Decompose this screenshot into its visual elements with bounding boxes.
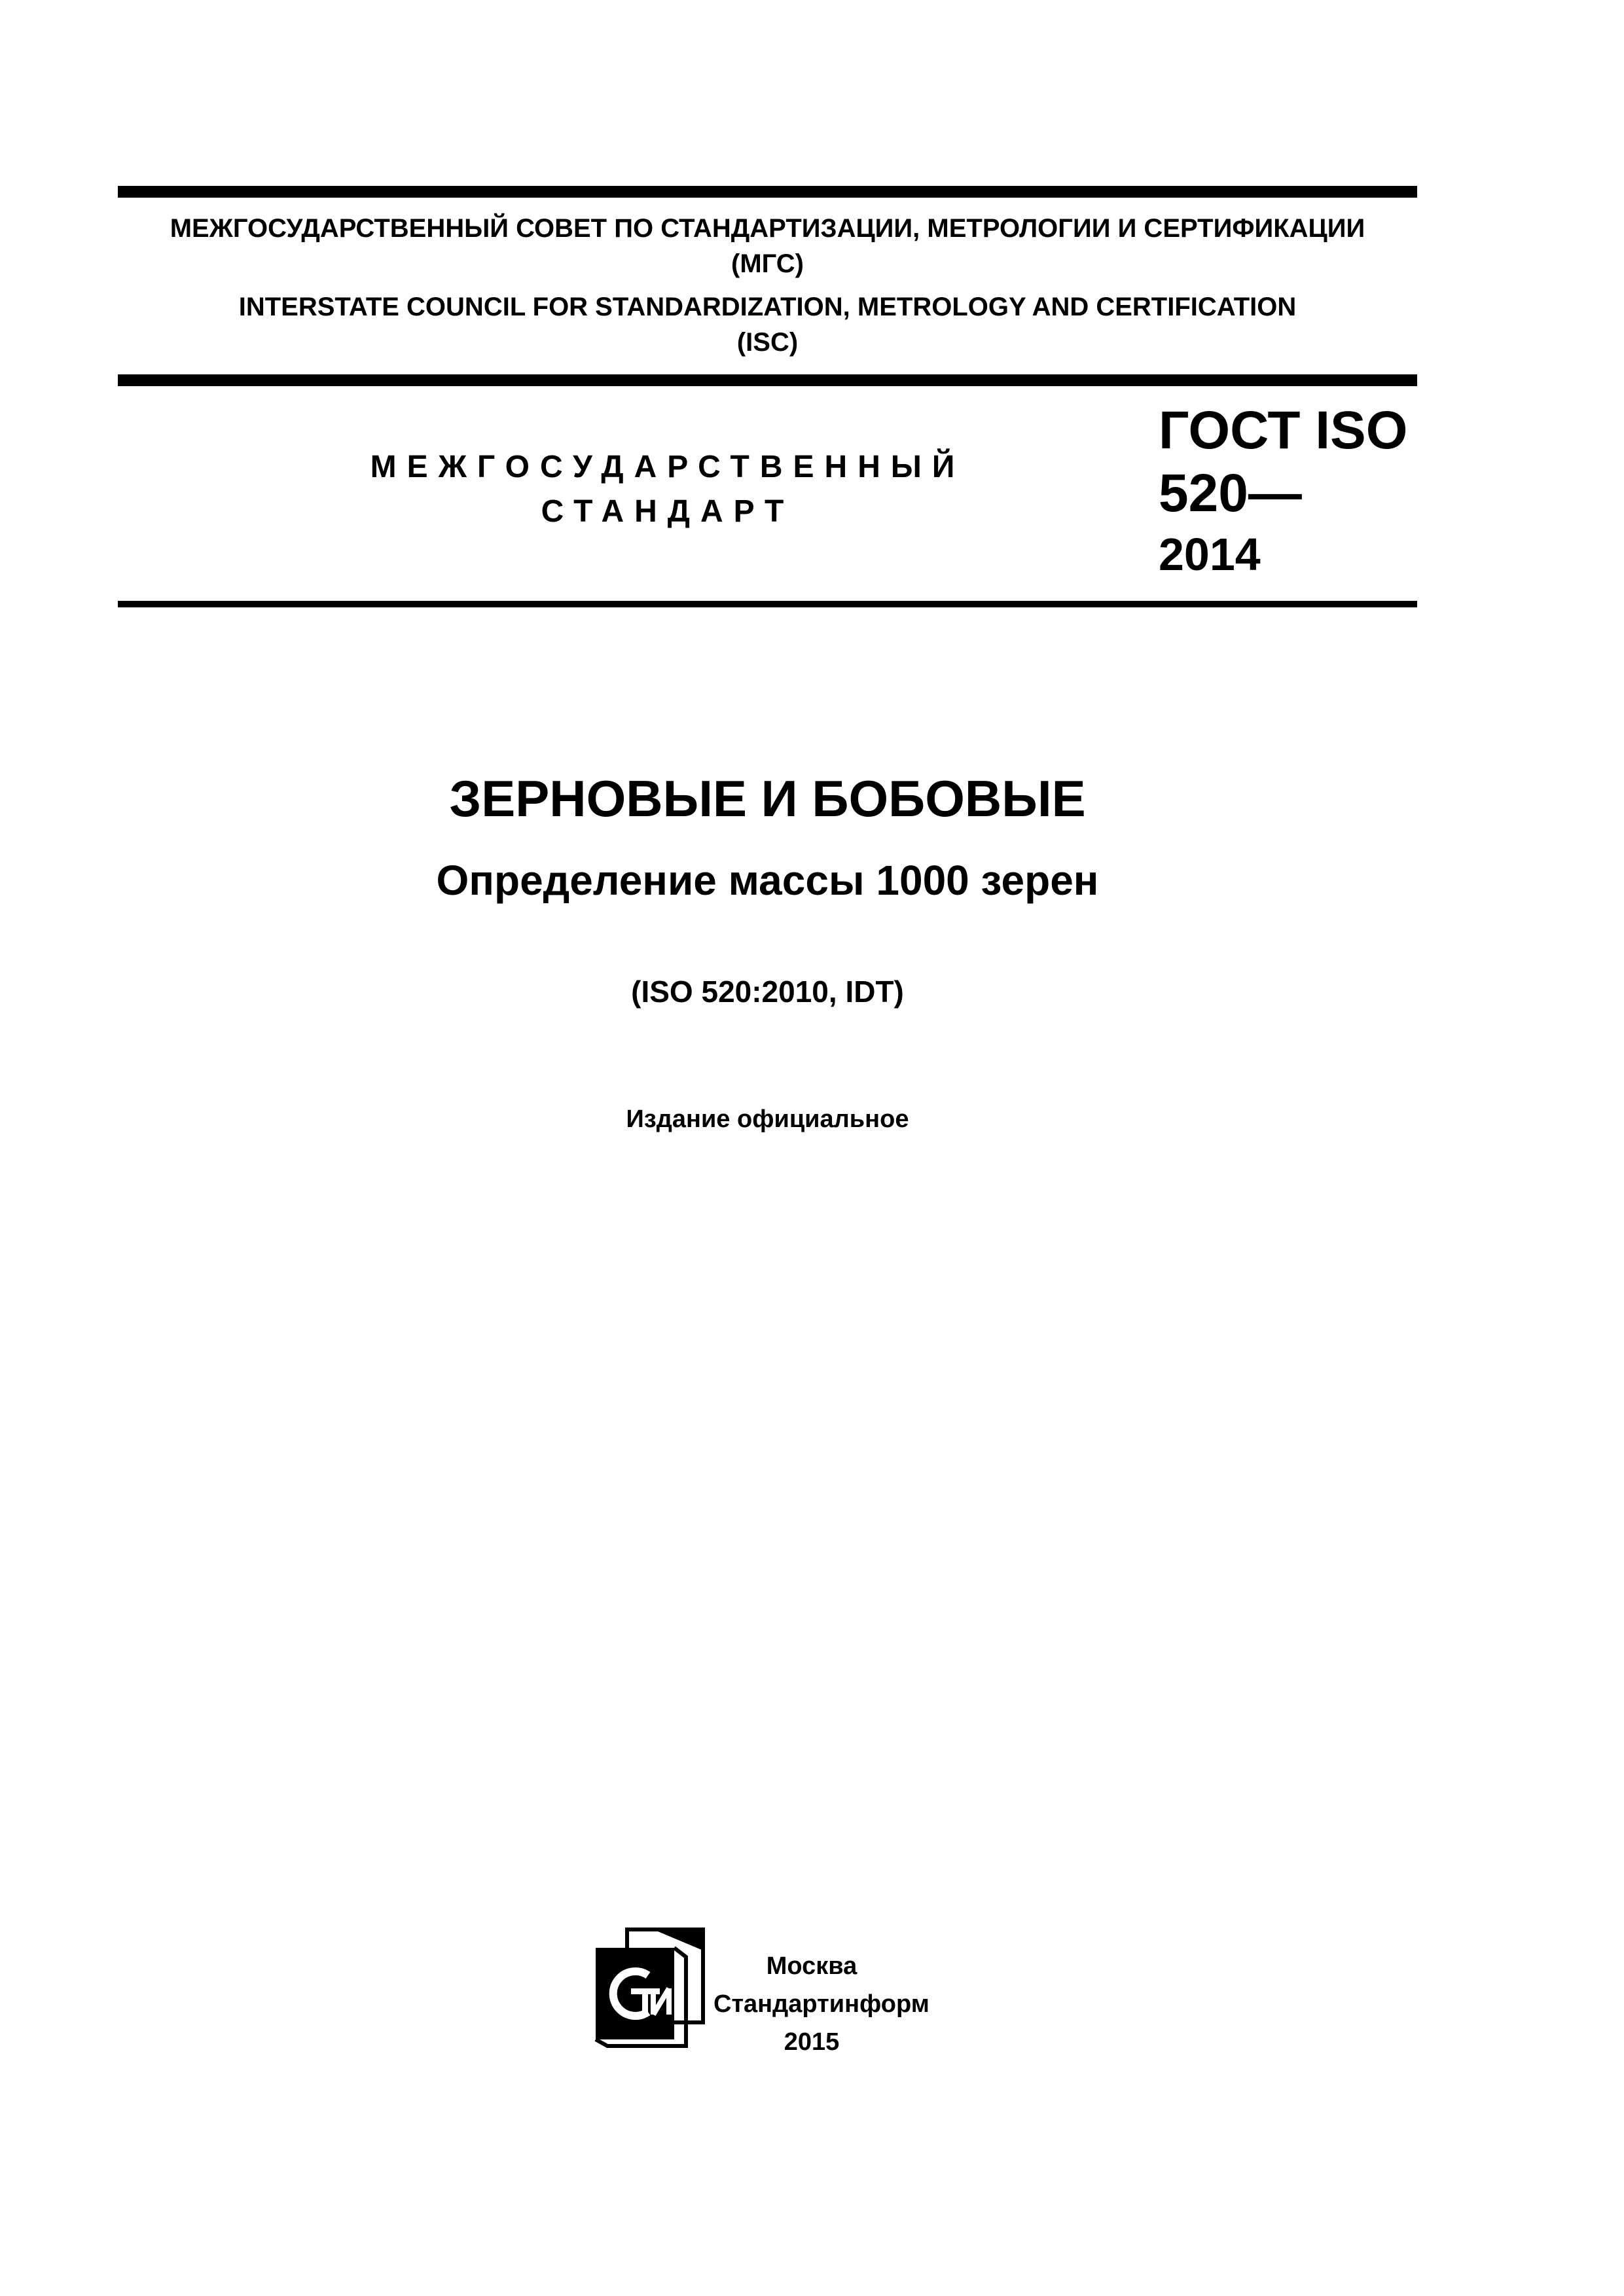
standartinform-logo-icon [588,1924,712,2049]
standard-designation [1159,399,1408,584]
document-title: ЗЕРНОВЫЕ И БОБОВЫЕ [449,770,1086,827]
document-subtitle: Определение массы 1000 зерен [436,857,1099,904]
standard-type-line2: СТАНДАРТ [541,494,795,529]
designation-line2: 520— [1159,463,1302,523]
council-en-block [118,289,1417,360]
imprint-year: 2015 [784,2028,840,2056]
imprint-city: Москва [766,1952,857,1980]
imprint-block [713,1947,929,2061]
imprint-publisher: Стандартинформ [713,1990,929,2018]
standard-type-label [353,445,982,534]
standard-type-line1: МЕЖГОСУДАРСТВЕННЫЙ [370,450,965,484]
middle-rule [118,374,1417,386]
iso-reference: (ISO 520:2010, IDT) [631,975,904,1009]
bottom-rule [118,601,1417,607]
edition-note: Издание официальное [626,1105,909,1133]
council-en-name: INTERSTATE COUNCIL FOR STANDARDIZATION, METROLOGY AND CERTIFICATION [238,293,1297,321]
designation-year: 2014 [1159,529,1261,580]
council-ru-block [118,211,1417,281]
top-rule [118,186,1417,198]
council-en-abbr: (ISC) [736,328,799,357]
council-ru-name: МЕЖГОСУДАРСТВЕННЫЙ СОВЕТ ПО СТАНДАРТИЗАЦИИ, МЕТРОЛОГИИ И СЕРТИФИКАЦИИ [170,214,1365,243]
council-ru-abbr: (МГС) [731,249,804,278]
designation-line1: ГОСТ ISO [1159,401,1408,460]
